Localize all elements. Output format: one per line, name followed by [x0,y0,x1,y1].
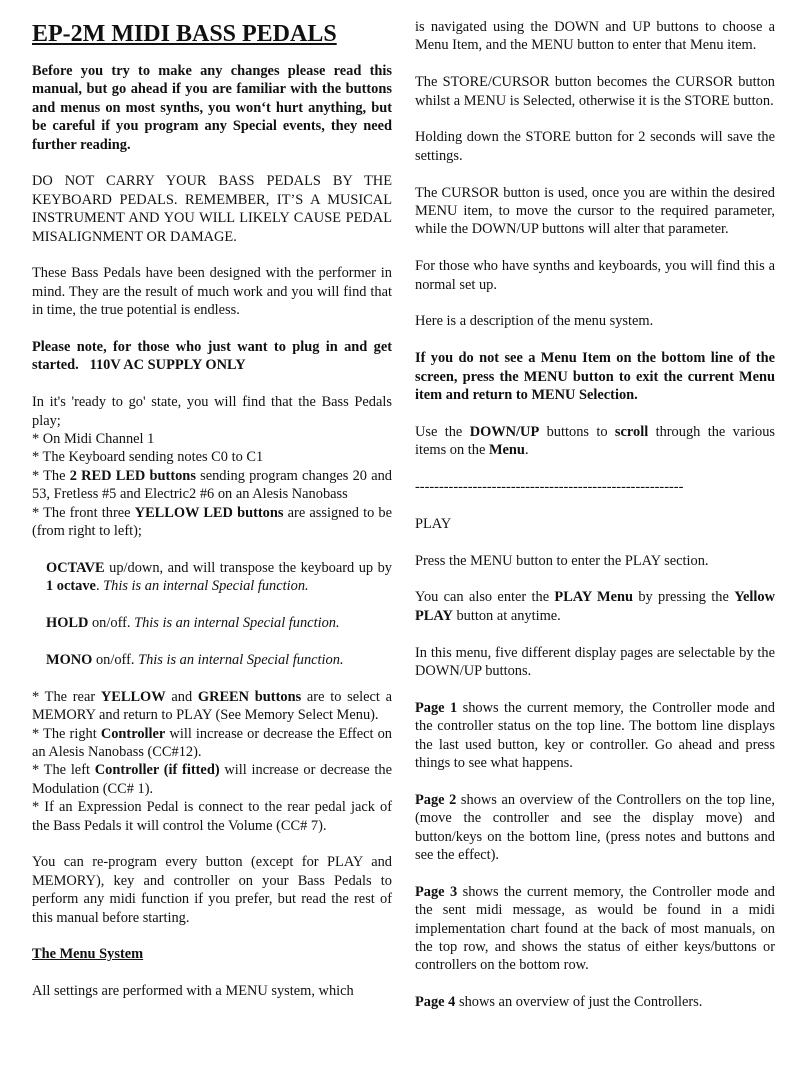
navigated-paragraph: is navigated using the DOWN and UP buttons to choose a Menu Item, and the MENU button to enter that Menu item. [415,19,775,54]
octave-paragraph [46,559,392,596]
hold-text: on/off. [88,615,135,632]
also-a: You can also enter the [415,589,555,606]
also-c: by pressing the [633,589,735,606]
divider-line: -------------------------------------------------------- [415,479,684,496]
also-b: PLAY Menu [554,589,634,606]
also-paragraph [415,588,775,625]
use-f: Menu [488,442,525,459]
ready-4-b: YELLOW LED buttons [134,504,284,521]
rear-c: and [165,688,198,705]
document-title: EP-2M MIDI BASS PEDALS [32,21,337,47]
page4-text: shows an overview of just the Controllers. [455,994,703,1011]
hold-label: HOLD [46,615,89,632]
right-column [415,18,775,1030]
page3-text: shows the current memory, the Controller mode and the sent midi message, as would be found in a midi implementation chart found at the back of most manuals, on the top row, and shows the status of either keys/buttons or controllers on the bottom row. [415,883,775,974]
left-column [32,0,392,1019]
ready-item-1: * On Midi Channel 1 [32,431,155,448]
page1-label: Page 1 [415,699,458,716]
ready-item-4 [32,504,392,541]
page3-paragraph [415,883,775,975]
page2-label: Page 2 [415,791,457,808]
ready-item-2: * The Keyboard sending notes C0 to C1 [32,449,264,466]
mono-note: This is an internal Special function. [138,651,344,668]
rear-buttons-item [32,688,392,725]
reprogram-paragraph: You can re-program every button (except for PLAY and MEMORY), key and controller on your Bass Pedals to perform any midi function if you prefer, but read the rest of this manual before starting. [32,854,392,926]
use-d: scroll [614,423,649,440]
holding-paragraph: Holding down the STORE button for 2 seconds will save the settings. [415,129,775,164]
rear-d: GREEN buttons [197,688,302,705]
page1-paragraph [415,699,775,773]
ready-list [32,393,392,540]
right-c: will increase or decrease the Effect on an Alesis Nanobass (CC#12). [32,725,392,760]
plug-in-paragraph [32,338,392,375]
page2-paragraph [415,791,775,865]
page4-label: Page 4 [415,994,456,1011]
left-controller-item [32,761,392,798]
octave-note: This is an internal Special function. [103,578,309,595]
designed-paragraph: These Bass Pedals have been designed with the performer in mind. They are the result of much work and you will find that in time, the true potential is endless. [32,265,392,319]
cursor-paragraph: The CURSOR button is used, once you are within the desired MENU item, to move the cursor to the required parameter, while the DOWN/UP buttons will alter that parameter. [415,184,775,238]
right-controller-item [32,725,392,762]
page3-label: Page 3 [415,883,458,900]
ready-3-a: * The [32,467,70,484]
rear-e: are to select a MEMORY and return to PLAY (See Memory Select Menu). [32,688,392,724]
five-pages-paragraph: In this menu, five different display pages are selectable by the DOWN/UP buttons. [415,644,775,680]
use-c: buttons to [539,423,615,440]
mono-paragraph [46,651,392,669]
hold-paragraph [46,614,392,632]
store-cursor-paragraph: The STORE/CURSOR button becomes the CURSOR button whilst a MENU is Selected, otherwise it is the STORE button. [415,74,775,109]
leftc-b: Controller (if fitted) [94,762,220,779]
also-d: Yellow PLAY [415,589,775,624]
also-e: button at anytime. [452,607,561,624]
press-menu-paragraph: Press the MENU button to enter the PLAY section. [415,552,709,569]
supply-note: 110V AC SUPPLY ONLY [89,357,246,374]
mono-label: MONO [46,651,93,668]
right-b: Controller [100,725,166,742]
play-heading: PLAY [415,515,452,532]
all-settings-paragraph: All settings are performed with a MENU system, which [32,983,354,1000]
normal-paragraph: For those who have synths and keyboards, you will find this a normal set up. [415,258,775,293]
page4-paragraph [415,993,775,1011]
intro-paragraph: Before you try to make any changes please read this manual, but go ahead if you are familiar with the buttons and menus on most synths, you won‘t hurt anything, but be careful if you program any Special events, they need further reading. [32,63,392,153]
buttons-list [32,688,392,835]
page1-text: shows the current memory, the Controller mode and the controller status on the top line. The bottom line displays the last used button, key or controller. Go ahead and press things to see what happens. [415,699,775,772]
use-paragraph [415,423,775,460]
octave-label: OCTAVE [46,559,105,576]
use-g: . [524,442,529,459]
use-b: DOWN/UP [469,423,540,440]
ready-item-3 [32,467,392,504]
ready-4-a: * The front three [32,504,135,521]
ready-4-c: are assigned to be (from right to left); [32,504,393,540]
hold-note: This is an internal Special function. [134,615,340,632]
rear-b: YELLOW [100,688,166,705]
mono-text: on/off. [92,651,139,668]
use-e: through the various items on the [415,423,776,459]
menu-system-heading: The Menu System [32,946,144,963]
expression-item: * If an Expression Pedal is connect to the rear pedal jack of the Bass Pedals it will control the Volume (CC# 7). [32,799,392,834]
page2-text: shows an overview of the Controllers on the top line, (move the controller and see the display move) and button/keys on the bottom line, (press notes and buttons and see the effect). [415,791,775,864]
plug-in-note: Please note, for those who just want to plug in and get started. [32,339,392,374]
ready-3-b: 2 RED LED buttons [69,467,196,484]
octave-amount: 1 octave [46,578,96,595]
ready-3-c: sending program changes 20 and 53, Fretless #5 and Electric2 #6 on an Alesis Nanobass [32,467,392,503]
octave-end: . [95,578,104,595]
leftc-a: * The left [32,762,95,779]
octave-text: up/down, and will transpose the keyboard up by [104,559,392,576]
right-a: * The right [32,725,101,742]
not-see-paragraph: If you do not see a Menu Item on the bottom line of the screen, press the MENU button to exit the current Menu item and return to MENU Selection. [415,350,775,404]
leftc-c: will increase or decrease the Modulation (CC# 1). [32,762,393,797]
warning-paragraph: DO NOT CARRY YOUR BASS PEDALS BY THE KEYBOARD PEDALS. REMEMBER, IT’S A MUSICAL INSTRUMENT AND YOU WILL LIKELY CAUSE PEDAL MISALIGNMENT OR DAMAGE. [32,173,392,245]
description-paragraph: Here is a description of the menu system. [415,313,654,330]
use-a: Use the [415,423,470,440]
rear-a: * The rear [32,688,101,705]
ready-intro: In it's 'ready to go' state, you will find that the Bass Pedals play; [32,394,392,429]
